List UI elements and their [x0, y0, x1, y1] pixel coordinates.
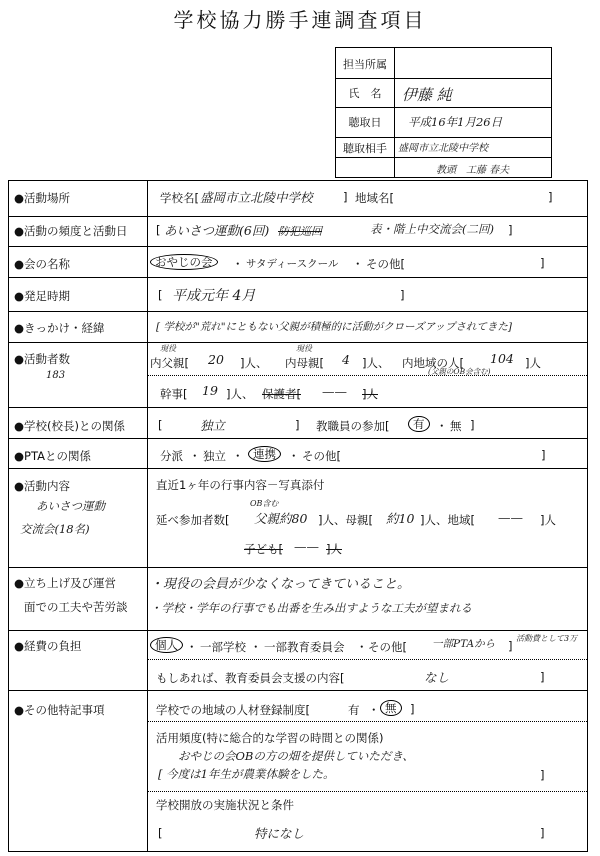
pta-option-other[interactable]: その他[ — [302, 449, 341, 463]
cost-option-other[interactable]: その他[ — [368, 640, 407, 654]
org-option-other[interactable]: その他[ — [366, 257, 405, 271]
cost-option-board[interactable]: 一部教育委員会 — [264, 640, 345, 654]
setup-line2: ・学校・学年の行事でも出番を生み出すような工夫が望まれる — [150, 601, 472, 615]
cost-sep3: ・ — [356, 640, 368, 654]
father-value: 20 — [208, 352, 224, 367]
aite-line1: 盛岡市立北陵中学校 — [398, 143, 488, 154]
header-box — [335, 47, 552, 178]
label-shimei: 氏 名 — [348, 87, 382, 100]
row-label-other: ●その他特記事項 — [14, 703, 105, 717]
local-label: 内地域の人[ — [402, 356, 464, 370]
school-suffix: ] — [343, 190, 348, 204]
father-suffix: ]人、 — [240, 356, 268, 370]
guardian-label: 保護者[ — [262, 387, 301, 401]
founding-open: [ — [158, 288, 163, 302]
setup-line1: ・現役の会員が少なくなってきていること。 — [150, 577, 411, 592]
officer-value: 19 — [202, 383, 218, 398]
row-label-pta: ●PTAとの関係 — [14, 449, 91, 463]
org-option-oyaji[interactable] — [150, 254, 218, 270]
cost-sep1: ・ — [186, 640, 198, 654]
org-option-saturday[interactable]: サタディースクール — [246, 258, 339, 270]
cost-option-personal[interactable] — [150, 637, 183, 653]
guardian-value: —— — [322, 384, 347, 399]
registry-label: 学校での地域の人材登録制度[ — [156, 703, 310, 717]
children-prefix: 子ども[ — [244, 542, 283, 556]
row-label-name: ●会の名称 — [14, 257, 71, 271]
freq-v2: 防犯巡回 — [278, 225, 322, 238]
registry-sep: ・ — [368, 703, 380, 717]
mother-label: 内母親[ — [285, 356, 324, 370]
mother-note: 現役 — [296, 344, 312, 353]
label-aite: 聴取相手 — [343, 142, 387, 155]
row-label-frequency: ●活動の頻度と活動日 — [14, 224, 128, 238]
cost-other-close: ] — [508, 639, 513, 653]
usage-close: ] — [540, 768, 545, 782]
freq-v3: 表・階上中交流会(二回) — [370, 222, 494, 236]
usage-label: 活用頻度(特に総合的な学習の時間との関係) — [156, 731, 384, 745]
local-suffix: ]人 — [525, 356, 541, 370]
participants-local: —— — [498, 510, 523, 525]
local-value: 104 — [490, 351, 514, 366]
pta-option-cooperate[interactable] — [248, 446, 281, 462]
shimei-value: 伊藤 純 — [402, 86, 452, 104]
open-school-value: 特になし — [254, 826, 305, 841]
org-option-oyaji-text[interactable]: おやじの会 — [150, 254, 218, 270]
date-value: 平成16年1月26日 — [408, 115, 503, 129]
father-label: 内父親[ — [150, 356, 189, 370]
founding-close: ] — [400, 288, 405, 302]
children-value: —— — [294, 539, 319, 554]
row-label-members: ●活動者数 — [14, 352, 71, 366]
school-rel-close: ] — [295, 418, 300, 432]
registry-option-no-text[interactable]: 無 — [380, 700, 402, 716]
members-margin-note: 183 — [46, 370, 66, 381]
cost-option-school[interactable]: 一部学校 — [200, 640, 246, 654]
officer-suffix: ]人、 — [226, 387, 254, 401]
school-value: 盛岡市立北陵中学校 — [200, 190, 313, 205]
activities-hand-note1: あいさつ運動 — [36, 499, 105, 513]
activities-hand-note2: 交流会(18名) — [20, 522, 90, 536]
registry-option-no[interactable] — [380, 700, 402, 716]
participants-end: ]人 — [540, 513, 556, 527]
participants-mid: ]人、母親[ — [318, 513, 373, 527]
staff-close: ] — [470, 418, 475, 432]
row-label-setup-1: ●立ち上げ及び運営 — [14, 576, 117, 590]
row-label-setup-2: 面での工夫や苦労談 — [24, 600, 128, 614]
staff-option-no[interactable]: 無 — [450, 419, 462, 433]
row-label-activities: ●活動内容 — [14, 479, 71, 493]
row-label-place: ●活動場所 — [14, 191, 71, 205]
staff-option-yes[interactable] — [408, 416, 430, 432]
pta-option-independent[interactable]: 独立 — [203, 449, 226, 463]
org-sep1: ・ — [232, 257, 244, 271]
row-label-cost: ●経費の負担 — [14, 639, 82, 653]
pta-sep3: ・ — [288, 449, 300, 463]
row-label-founding: ●発足時期 — [14, 289, 71, 303]
cost-other-value: 一部PTAから — [432, 638, 496, 650]
label-date: 聴取日 — [348, 116, 382, 129]
cost-sep2: ・ — [250, 640, 262, 654]
participants-note: OB含む — [250, 499, 279, 508]
usage-line2: [ 今度は1年生が農業体験をした。 — [158, 767, 335, 781]
area-close: ] — [548, 190, 553, 204]
pta-option-branch[interactable]: 分派 — [160, 449, 183, 463]
registry-close: ] — [410, 702, 415, 716]
row-label-origin: ●きっかけ・経緯 — [14, 321, 105, 335]
officer-label: 幹事[ — [160, 387, 188, 401]
area-label: 地域名[ — [355, 191, 394, 205]
children-end: ]人 — [326, 542, 342, 556]
founding-value: 平成元年 4月 — [172, 288, 256, 304]
cost-other-note: 活動費として3万 — [516, 634, 578, 643]
participants-mid2: ]人、地域[ — [420, 513, 475, 527]
participants-mother: 約10 — [386, 511, 415, 526]
local-note: (父親のOB会含む) — [428, 367, 491, 376]
participants-prefix: 延べ参加者数[ — [156, 513, 230, 527]
staff-option-yes-text[interactable]: 有 — [408, 416, 430, 432]
origin-value: [ 学校が"荒れ"にともない父親が積極的に活動がクローズアップされてきた] — [156, 321, 512, 333]
freq-open: [ — [156, 223, 161, 237]
board-support-close: ] — [540, 670, 545, 684]
staff-label: 教職員の参加[ — [316, 419, 390, 433]
open-school-open: [ — [158, 826, 163, 840]
usage-line1: おやじの会OBの方の畑を提供していただき、 — [178, 749, 414, 763]
participants-father: 父親約80 — [254, 511, 308, 526]
board-support-value: なし — [424, 670, 450, 685]
mother-value: 4 — [342, 352, 350, 367]
org-sep2: ・ — [352, 257, 364, 271]
school-rel-value: 独立 — [200, 418, 226, 433]
freq-close: ] — [508, 223, 513, 237]
registry-option-yes[interactable]: 有 — [348, 703, 360, 717]
open-school-close: ] — [540, 826, 545, 840]
school-prefix: 学校名[ — [160, 191, 199, 205]
cost-option-personal-text[interactable]: 個人 — [150, 637, 183, 653]
row-label-school-relation: ●学校(校長)との関係 — [14, 419, 126, 433]
school-rel-open: [ — [158, 418, 163, 432]
pta-close: ] — [541, 448, 546, 462]
page-title: 学校協力勝手連調査項目 — [173, 8, 427, 32]
guardian-suffix: ]人 — [362, 387, 378, 401]
aite-line2: 教頭 工藤 春夫 — [436, 165, 510, 176]
mother-suffix: ]人、 — [362, 356, 390, 370]
father-note: 現役 — [160, 344, 176, 353]
activities-line1: 直近1ヶ年の行事内容－写真添付 — [156, 478, 325, 492]
pta-option-cooperate-text[interactable]: 連携 — [248, 446, 281, 462]
open-school-label: 学校開放の実施状況と条件 — [156, 798, 294, 812]
pta-sep2: ・ — [232, 449, 244, 463]
label-tantou: 担当所属 — [343, 58, 387, 71]
org-close: ] — [540, 256, 545, 270]
pta-sep1: ・ — [189, 449, 201, 463]
board-support-label: もしあれば、教育委員会支援の内容[ — [156, 671, 345, 685]
freq-v1: あいさつ運動(6回) — [164, 223, 270, 238]
staff-sep: ・ — [436, 419, 448, 433]
